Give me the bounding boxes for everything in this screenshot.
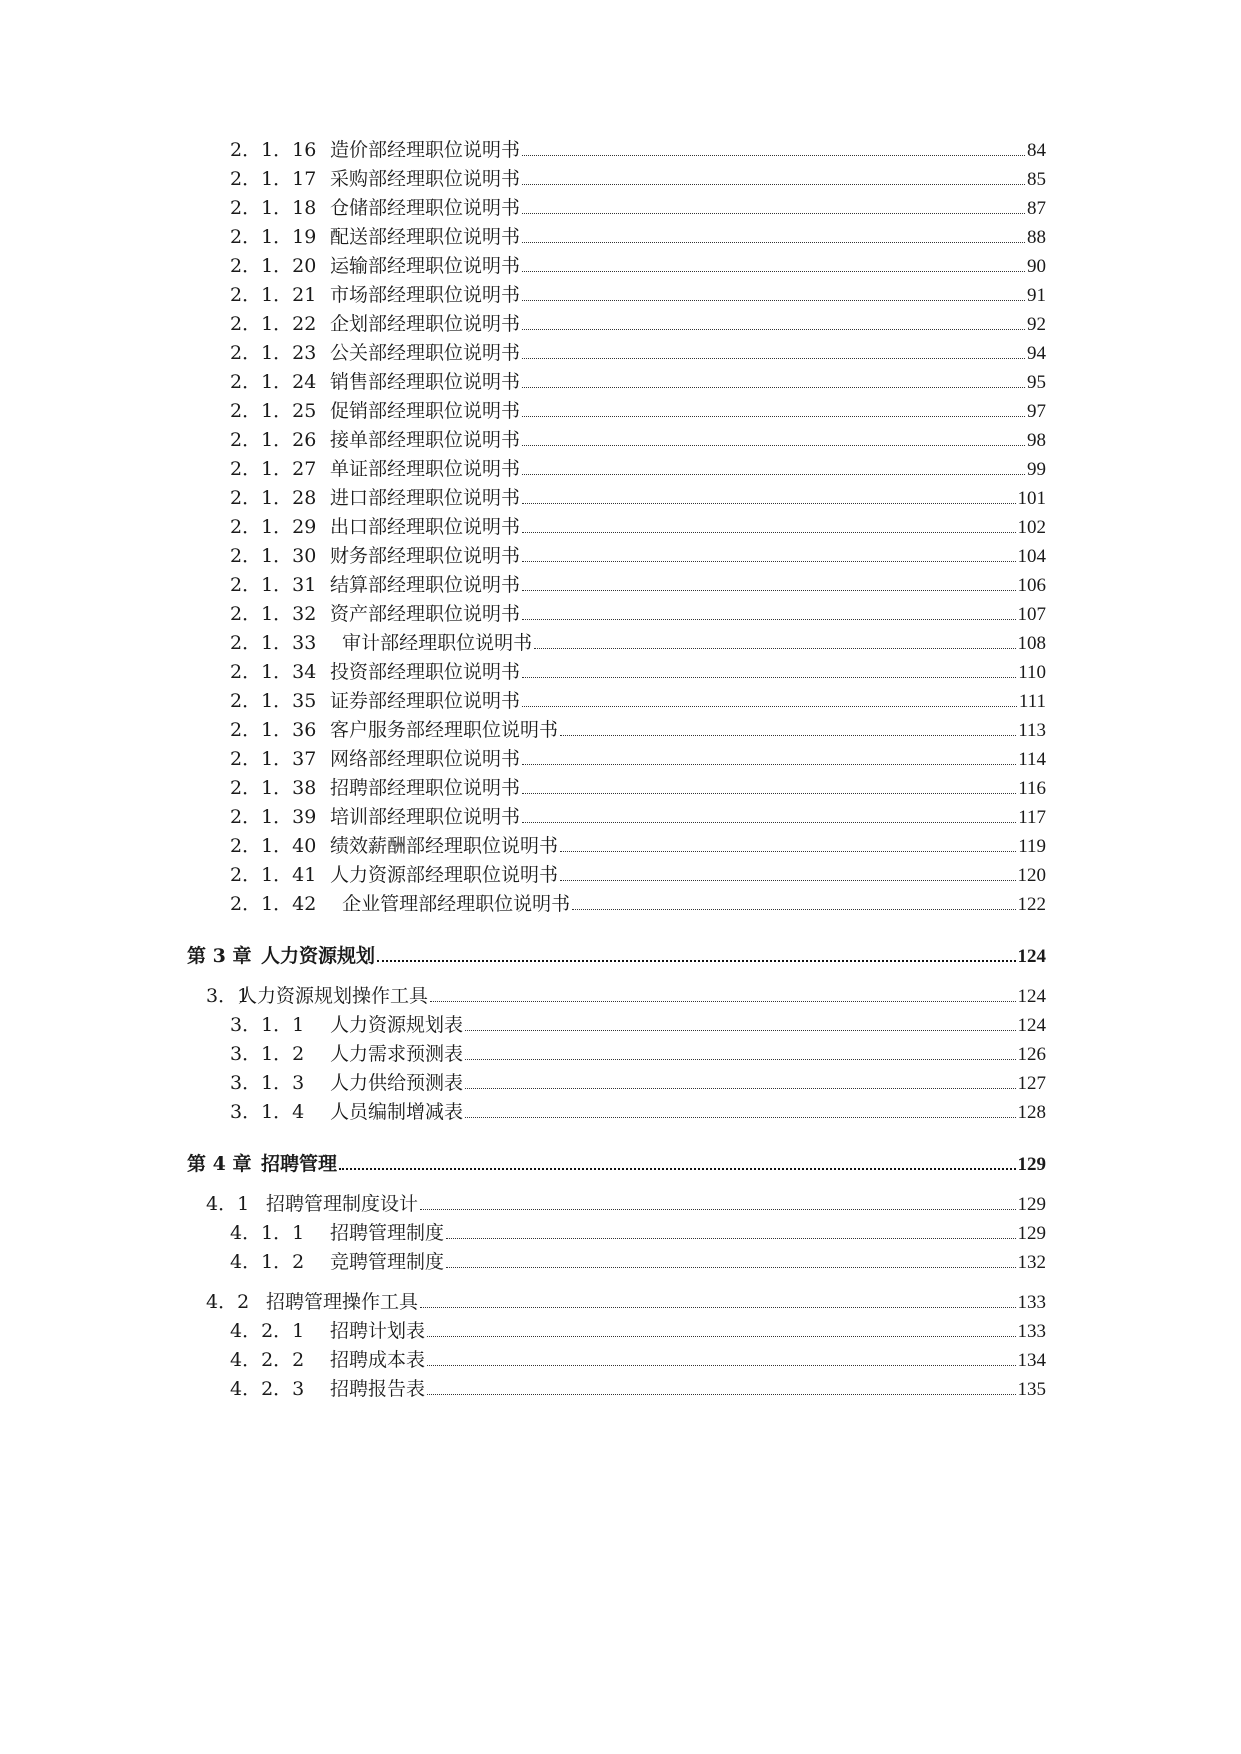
toc-page-number: 85 [1027, 169, 1046, 190]
toc-entry-title: 人力需求预测表 [330, 1043, 464, 1065]
toc-entry-number: 3．1 [206, 985, 250, 1007]
toc-dot-leader [522, 792, 1016, 794]
toc-page-number: 134 [1017, 1350, 1046, 1371]
toc-subsection-entry[interactable] [230, 747, 1046, 771]
toc-subsection-entry[interactable] [230, 283, 1046, 307]
toc-entry-title: 招聘报告表 [330, 1378, 426, 1400]
toc-entry-title: 出口部经理职位说明书 [330, 516, 521, 538]
toc-subsection-entry[interactable] [230, 863, 1046, 887]
toc-subsection-entry[interactable] [230, 805, 1046, 829]
toc-subsection-entry[interactable] [230, 776, 1046, 800]
toc-entry-number: 2．1．32 [230, 603, 317, 625]
toc-subsection-entry[interactable] [230, 167, 1046, 191]
toc-dot-leader [427, 1335, 1015, 1337]
toc-entry-number: 4．2 [206, 1291, 250, 1313]
toc-page-number: 129 [1017, 1223, 1046, 1244]
toc-subsection-entry[interactable] [230, 718, 1046, 742]
toc-dot-leader [522, 270, 1025, 272]
toc-entry-number: 2．1．26 [230, 429, 317, 451]
toc-page-number: 99 [1027, 459, 1046, 480]
toc-entry-number: 2．1．27 [230, 458, 317, 480]
toc-entry-title: 市场部经理职位说明书 [330, 284, 521, 306]
toc-entry-title: 公关部经理职位说明书 [330, 342, 521, 364]
toc-dot-leader [522, 502, 1015, 504]
toc-page-number: 129 [1017, 1154, 1046, 1175]
toc-entry-number: 2．1．35 [230, 690, 317, 712]
toc-entry-title: 培训部经理职位说明书 [330, 806, 521, 828]
toc-entry-number: 2．1．29 [230, 516, 317, 538]
toc-entry-number: 2．1．17 [230, 168, 317, 190]
toc-entry-number: 2．1．23 [230, 342, 317, 364]
toc-dot-leader [522, 821, 1016, 823]
toc-entry-number: 2．1．20 [230, 255, 317, 277]
toc-entry-title: 财务部经理职位说明书 [330, 545, 521, 567]
toc-dot-leader [465, 1029, 1015, 1031]
toc-dot-leader [522, 357, 1025, 359]
toc-subsection-entry[interactable] [230, 515, 1046, 539]
toc-subsection-entry[interactable] [230, 457, 1046, 481]
toc-dot-leader [427, 1364, 1015, 1366]
toc-dot-leader [522, 763, 1016, 765]
toc-entry-title: 人力资源部经理职位说明书 [330, 864, 559, 886]
toc-subsection-entry[interactable] [230, 428, 1046, 452]
toc-dot-leader [522, 183, 1025, 185]
toc-subsection-entry[interactable] [230, 1013, 1046, 1037]
toc-subsection-entry[interactable] [230, 660, 1046, 684]
toc-page-number: 84 [1027, 140, 1046, 161]
toc-page-number: 95 [1027, 372, 1046, 393]
toc-dot-leader [465, 1058, 1015, 1060]
toc-page-number: 110 [1018, 662, 1046, 683]
toc-entry-title: 企业管理部经理职位说明书 [330, 893, 571, 915]
toc-chapter-entry[interactable] [187, 1152, 1046, 1176]
toc-entry-title: 人力供给预测表 [330, 1072, 464, 1094]
toc-page-number: 117 [1018, 807, 1046, 828]
toc-entry-title: 人力资源规划 [261, 945, 376, 967]
toc-subsection-entry[interactable] [230, 834, 1046, 858]
toc-entry-number: 2．1．18 [230, 197, 317, 219]
toc-page-number: 120 [1017, 865, 1046, 886]
toc-page-number: 128 [1017, 1102, 1046, 1123]
toc-page-number: 129 [1017, 1194, 1046, 1215]
toc-entry-title: 招聘计划表 [330, 1320, 426, 1342]
toc-dot-leader [522, 154, 1025, 156]
toc-entry-title: 审计部经理职位说明书 [330, 632, 533, 654]
toc-subsection-entry[interactable] [230, 138, 1046, 162]
toc-entry-number: 3．1．4 [230, 1101, 305, 1123]
toc-subsection-entry[interactable] [230, 312, 1046, 336]
toc-entry-number: 2．1．19 [230, 226, 317, 248]
toc-page-number: 90 [1027, 256, 1046, 277]
toc-dot-leader [522, 415, 1025, 417]
toc-entry-number: 第 4 章 [187, 1153, 252, 1175]
toc-subsection-entry[interactable] [230, 399, 1046, 423]
toc-section-entry[interactable] [206, 1192, 1046, 1216]
toc-entry-title: 销售部经理职位说明书 [330, 371, 521, 393]
toc-dot-leader [522, 676, 1016, 678]
toc-subsection-entry[interactable] [230, 341, 1046, 365]
toc-dot-leader [522, 212, 1025, 214]
toc-page-number: 132 [1017, 1252, 1046, 1273]
toc-entry-title: 招聘管理 [261, 1153, 338, 1175]
toc-entry-title: 招聘部经理职位说明书 [330, 777, 521, 799]
toc-subsection-entry[interactable] [230, 370, 1046, 394]
toc-dot-leader [420, 1306, 1015, 1308]
toc-entry-title: 单证部经理职位说明书 [330, 458, 521, 480]
toc-entry-title: 接单部经理职位说明书 [330, 429, 521, 451]
toc-dot-leader [420, 1208, 1015, 1210]
toc-dot-leader [427, 1393, 1015, 1395]
toc-subsection-entry[interactable] [230, 1319, 1046, 1343]
toc-page-number: 104 [1017, 546, 1046, 567]
toc-entry-number: 2．1．24 [230, 371, 317, 393]
toc-subsection-entry[interactable] [230, 631, 1046, 655]
toc-subsection-entry[interactable] [230, 892, 1046, 916]
toc-entry-number: 2．1．21 [230, 284, 317, 306]
toc-entry-title: 人力资源规划表 [330, 1014, 464, 1036]
toc-page-number: 98 [1027, 430, 1046, 451]
toc-page-number: 106 [1017, 575, 1046, 596]
toc-subsection-entry[interactable] [230, 486, 1046, 510]
toc-entry-number: 4．1．1 [230, 1222, 305, 1244]
toc-entry-number: 2．1．36 [230, 719, 317, 741]
toc-page-number: 114 [1018, 749, 1046, 770]
toc-dot-leader [446, 1266, 1015, 1268]
toc-entry-title: 招聘成本表 [330, 1349, 426, 1371]
toc-dot-leader [377, 959, 1015, 962]
toc-page-number: 116 [1018, 778, 1046, 799]
toc-subsection-entry[interactable] [230, 689, 1046, 713]
toc-entry-title: 企划部经理职位说明书 [330, 313, 521, 335]
toc-entry-title: 网络部经理职位说明书 [330, 748, 521, 770]
toc-dot-leader [522, 618, 1015, 620]
toc-entry-title: 投资部经理职位说明书 [330, 661, 521, 683]
toc-dot-leader [522, 589, 1015, 591]
toc-entry-number: 2．1．31 [230, 574, 317, 596]
toc-page-number: 124 [1017, 986, 1046, 1007]
toc-page-number: 107 [1017, 604, 1046, 625]
toc-entry-number: 4．1 [206, 1193, 250, 1215]
toc-dot-leader [522, 386, 1025, 388]
toc-entry-number: 3．1．3 [230, 1072, 305, 1094]
toc-page-number: 133 [1017, 1321, 1046, 1342]
toc-page-number: 135 [1017, 1379, 1046, 1400]
toc-page-number: 102 [1017, 517, 1046, 538]
toc-dot-leader [465, 1116, 1015, 1118]
toc-entry-number: 2．1．34 [230, 661, 317, 683]
toc-entry-number: 2．1．28 [230, 487, 317, 509]
toc-dot-leader [446, 1237, 1015, 1239]
toc-subsection-entry[interactable] [230, 225, 1046, 249]
toc-entry-title: 仓储部经理职位说明书 [330, 197, 521, 219]
toc-entry-number: 2．1．40 [230, 835, 317, 857]
toc-subsection-entry[interactable] [230, 196, 1046, 220]
toc-entry-title: 资产部经理职位说明书 [330, 603, 521, 625]
toc-entry-number: 4．2．3 [230, 1378, 305, 1400]
toc-entry-title: 促销部经理职位说明书 [330, 400, 521, 422]
toc-subsection-entry[interactable] [230, 1100, 1046, 1124]
toc-page-number: 133 [1017, 1292, 1046, 1313]
toc-subsection-entry[interactable] [230, 573, 1046, 597]
toc-chapter-entry[interactable] [187, 944, 1046, 968]
toc-entry-number: 4．1．2 [230, 1251, 305, 1273]
toc-page-number: 126 [1017, 1044, 1046, 1065]
toc-page-number: 97 [1027, 401, 1046, 422]
toc-page-number: 127 [1017, 1073, 1046, 1094]
toc-entry-number: 第 3 章 [187, 945, 252, 967]
toc-entry-number: 3．1．2 [230, 1043, 305, 1065]
toc-dot-leader [522, 560, 1015, 562]
toc-page-number: 119 [1018, 836, 1046, 857]
toc-subsection-entry[interactable] [230, 602, 1046, 626]
toc-entry-title: 客户服务部经理职位说明书 [330, 719, 559, 741]
toc-entry-number: 2．1．30 [230, 545, 317, 567]
toc-entry-number: 2．1．37 [230, 748, 317, 770]
toc-entry-title: 绩效薪酬部经理职位说明书 [330, 835, 559, 857]
toc-entry-title: 配送部经理职位说明书 [330, 226, 521, 248]
toc-subsection-entry[interactable] [230, 1377, 1046, 1401]
toc-entry-title: 招聘管理制度设计 [266, 1193, 419, 1215]
toc-entry-number: 2．1．16 [230, 139, 317, 161]
toc-entry-number: 2．1．22 [230, 313, 317, 335]
toc-dot-leader [522, 299, 1025, 301]
toc-dot-leader [522, 705, 1017, 707]
toc-subsection-entry[interactable] [230, 1071, 1046, 1095]
toc-page-number: 113 [1018, 720, 1046, 741]
toc-dot-leader [522, 241, 1025, 243]
toc-entry-number: 2．1．25 [230, 400, 317, 422]
toc-entry-title: 人员编制增减表 [330, 1101, 464, 1123]
toc-dot-leader [522, 328, 1025, 330]
toc-entry-title: 证券部经理职位说明书 [330, 690, 521, 712]
toc-entry-title: 招聘管理操作工具 [266, 1291, 419, 1313]
toc-entry-title: 人力资源规划操作工具 [238, 985, 429, 1007]
toc-page-number: 92 [1027, 314, 1046, 335]
toc-dot-leader [560, 850, 1016, 852]
toc-subsection-entry[interactable] [230, 254, 1046, 278]
toc-page-number: 88 [1027, 227, 1046, 248]
toc-entry-number: 4．2．1 [230, 1320, 305, 1342]
toc-page-number: 124 [1017, 946, 1046, 967]
toc-subsection-entry[interactable] [230, 544, 1046, 568]
toc-entry-number: 2．1．39 [230, 806, 317, 828]
toc-entry-number: 2．1．33 [230, 632, 317, 654]
toc-entry-title: 竞聘管理制度 [330, 1251, 445, 1273]
toc-entry-number: 2．1．41 [230, 864, 317, 886]
toc-page-number: 91 [1027, 285, 1046, 306]
toc-entry-title: 进口部经理职位说明书 [330, 487, 521, 509]
toc-page-number: 124 [1017, 1015, 1046, 1036]
toc-entry-number: 3．1．1 [230, 1014, 305, 1036]
toc-subsection-entry[interactable] [230, 1221, 1046, 1245]
toc-dot-leader [522, 473, 1025, 475]
toc-entry-title: 采购部经理职位说明书 [330, 168, 521, 190]
toc-entry-number: 2．1．38 [230, 777, 317, 799]
toc-section-entry[interactable] [206, 1290, 1046, 1314]
toc-page-number: 108 [1017, 633, 1046, 654]
toc-section-entry[interactable] [206, 984, 1046, 1008]
toc-dot-leader [560, 879, 1015, 881]
toc-dot-leader [465, 1087, 1015, 1089]
toc-entry-title: 结算部经理职位说明书 [330, 574, 521, 596]
toc-page-number: 101 [1017, 488, 1046, 509]
toc-dot-leader [522, 444, 1025, 446]
toc-subsection-entry[interactable] [230, 1250, 1046, 1274]
toc-entry-title: 造价部经理职位说明书 [330, 139, 521, 161]
toc-page-number: 94 [1027, 343, 1046, 364]
toc-dot-leader [572, 908, 1015, 910]
toc-entry-number: 4．2．2 [230, 1349, 305, 1371]
toc-dot-leader [560, 734, 1016, 736]
toc-page-number: 111 [1018, 691, 1046, 712]
toc-page-number: 87 [1027, 198, 1046, 219]
toc-subsection-entry[interactable] [230, 1348, 1046, 1372]
toc-entry-number: 2．1．42 [230, 893, 317, 915]
toc-entry-title: 招聘管理制度 [330, 1222, 445, 1244]
toc-dot-leader [522, 531, 1015, 533]
toc-dot-leader [430, 1000, 1015, 1002]
toc-subsection-entry[interactable] [230, 1042, 1046, 1066]
toc-dot-leader [339, 1167, 1015, 1170]
toc-page-number: 122 [1017, 894, 1046, 915]
toc-dot-leader [534, 647, 1015, 649]
toc-entry-title: 运输部经理职位说明书 [330, 255, 521, 277]
